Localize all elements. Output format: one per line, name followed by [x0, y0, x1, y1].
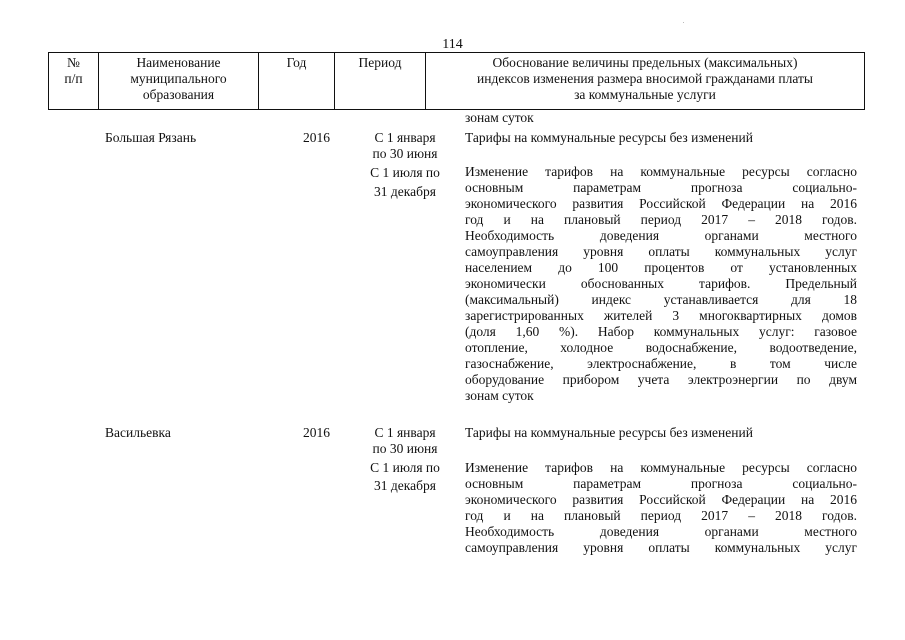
table-header: [48, 52, 865, 110]
year-cell: 2016: [303, 425, 330, 440]
justification-line: самоуправления уровня оплаты коммунальных услуг: [465, 540, 857, 555]
header-text: Обоснование величины предельных (максимальных): [492, 55, 798, 70]
justification-line: самоуправления уровня оплаты коммунальных услуг: [465, 244, 857, 259]
justification-line: населением до 100 процентов от установленных: [465, 260, 857, 275]
justification-line: год и на плановый период 2017 – 2018 годов.: [465, 212, 857, 227]
header-period-column: [334, 53, 425, 109]
period-line: С 1 января: [374, 130, 436, 145]
scan-speck: [683, 22, 684, 23]
header-text: индексов изменения размера вносимой гражданами платы: [477, 71, 813, 86]
justification-line: (максимальный) индекс устанавливается для 18: [465, 292, 857, 307]
justification-unchanged: Тарифы на коммунальные ресурсы без изменений: [465, 425, 753, 440]
justification-line: оборудование прибором учета электроэнергии по двум: [465, 372, 857, 387]
header-text: Год: [286, 55, 307, 70]
period-line: 31 декабря: [374, 478, 436, 493]
justification-line: год и на плановый период 2017 – 2018 годов.: [465, 508, 857, 523]
header-justification-column: [425, 53, 864, 109]
period-line: С 1 июля по: [370, 165, 440, 180]
municipality-name: Васильевка: [105, 425, 171, 440]
period-line: по 30 июня: [372, 146, 438, 161]
period-line: С 1 января: [374, 425, 436, 440]
header-text: за коммунальные услуги: [574, 87, 716, 102]
period-line: 31 декабря: [374, 184, 436, 199]
municipality-name: Большая Рязань: [105, 130, 197, 145]
header-text: Наименование: [136, 55, 221, 70]
continuation-text: зонам суток: [465, 110, 534, 125]
justification-line: Необходимость доведения органами местного: [465, 524, 857, 539]
justification-line: основным параметрам прогноза социально-: [465, 180, 857, 195]
justification-line: зарегистрированных жителей 3 многоквартирных домов: [465, 308, 857, 323]
justification-line: Необходимость доведения органами местного: [465, 228, 857, 243]
justification-line: отопление, холодное водоснабжение, водоотведение,: [465, 340, 857, 355]
justification-line: Изменение тарифов на коммунальные ресурсы согласно: [465, 164, 857, 179]
justification-text: [465, 460, 857, 556]
justification-text: [465, 164, 857, 404]
justification-line: зонам суток: [465, 388, 534, 403]
year-cell: 2016: [303, 130, 330, 145]
justification-line: газоснабжение, электроснабжение, в том числе: [465, 356, 857, 371]
header-text: образования: [142, 87, 215, 102]
header-text: Период: [358, 55, 402, 70]
header-number-column: [49, 53, 98, 109]
header-text: муниципального: [130, 71, 227, 86]
justification-unchanged: Тарифы на коммунальные ресурсы без изменений: [465, 130, 753, 145]
period-line: С 1 июля по: [370, 460, 440, 475]
page-number: 114: [442, 37, 463, 52]
justification-line: экономического развития Российской Федерации на 2016: [465, 196, 857, 211]
header-year-column: [258, 53, 334, 109]
header-text: №: [67, 55, 80, 70]
header-municipality-column: [98, 53, 258, 109]
justification-line: (доля 1,60 %). Набор коммунальных услуг: газовое: [465, 324, 857, 339]
justification-line: экономически обоснованных тарифов. Предельный: [465, 276, 857, 291]
justification-line: основным параметрам прогноза социально-: [465, 476, 857, 491]
justification-line: Изменение тарифов на коммунальные ресурсы согласно: [465, 460, 857, 475]
header-text: п/п: [64, 71, 83, 86]
period-line: по 30 июня: [372, 441, 438, 456]
justification-line: экономического развития Российской Федерации на 2016: [465, 492, 857, 507]
